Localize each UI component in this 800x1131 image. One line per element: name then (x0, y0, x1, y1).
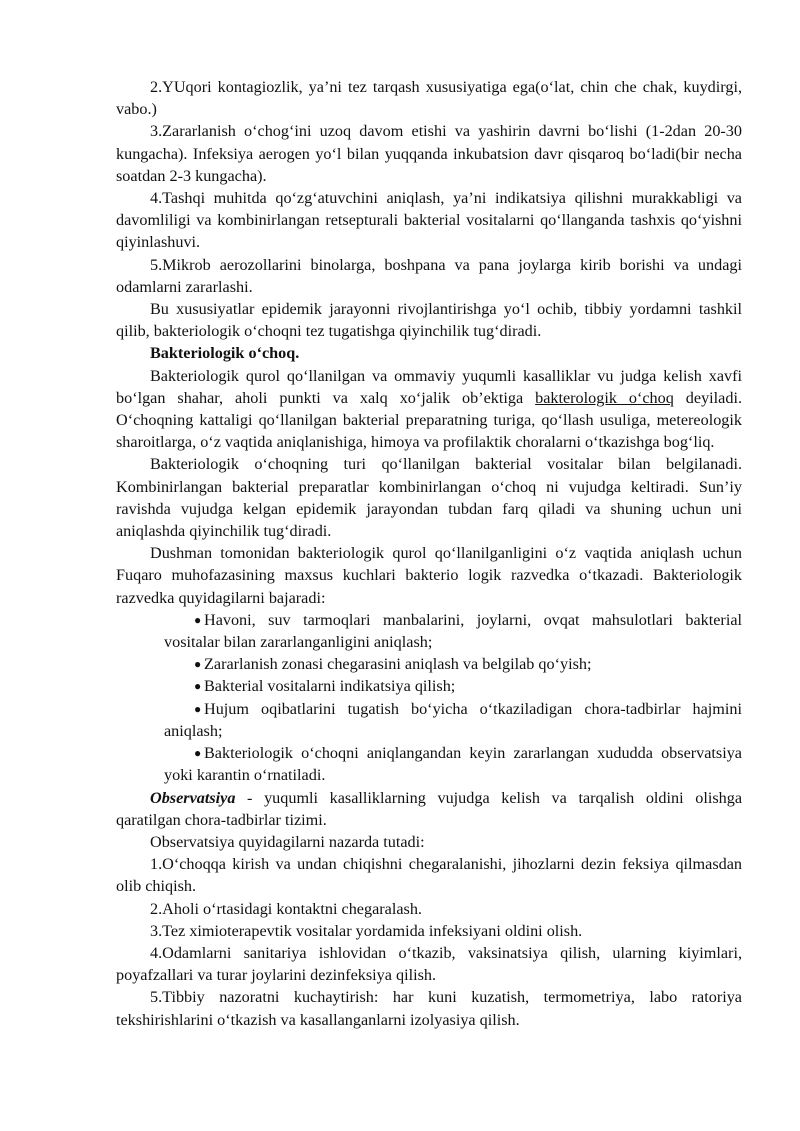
bullet-icon: ● (194, 701, 202, 716)
list-item-text: Zararlanish zonasi chegarasini aniqlash va belgilab qo‘yish; (204, 655, 592, 674)
list-item (164, 675, 742, 697)
paragraph: 5.Tibbiy nazoratni kuchaytirish: har kuni kuzatish, termometriya, labo ratoriya tekshirishlarini o‘tkazish va kasallanganlarni izolyasiya qilish. (116, 988, 742, 1029)
list-item-text: Havoni, suv tarmoqlari manbalarini, joylarni, ovqat mahsulotlari bakterial vositalar bilan zararlanganligini aniqlash; (164, 610, 742, 652)
paragraph: 3.Zararlanish o‘chog‘ini uzoq davom etishi va yashirin davrni bo‘lishi (1-2dan 20-30 kungacha). Infeksiya aerogen yo‘l bilan yuqqanda inkubatsion davr qisqaroq bo‘ladi(bir necha soatdan 2-3 kungacha). (116, 122, 742, 185)
paragraph-text: - yuqumli kasalliklarning vujudga kelish va tarqalish oldini olishga qaratilgan chora-tadbirlar tizimi. (116, 788, 742, 829)
defined-term: Observatsiya (150, 788, 236, 807)
bullet-icon: ● (194, 679, 202, 694)
list-item-text: Bakteriologik o‘choqni aniqlangandan keyin zararlangan xududda observatsiya yoki karantin o‘rnatiladi. (164, 744, 742, 785)
paragraph (116, 365, 742, 454)
bullet-icon: ● (194, 612, 202, 627)
document-page (116, 76, 742, 1031)
list-item-text: Hujum oqibatlarini tugatish bo‘yicha o‘tkaziladigan chora-tadbirlar hajmini aniqlash; (164, 699, 742, 740)
paragraph: 1.O‘choqqa kirish va undan chiqishni chegaralanishi, jihozlarni dezin feksiya qilmasdan olib chiqish. (116, 855, 742, 896)
paragraph: 2.Aholi o‘rtasidagi kontaktni chegaralash. (150, 899, 422, 918)
paragraph: Dushman tomonidan bakteriologik qurol qo‘llanilganligini o‘z vaqtida aniqlash uchun Fuqaro muhofazasining maxsus kuchlari bakterio logik razvedka o‘tkazadi. Bakteriologik razvedka quyidagilarni bajaradi: (116, 544, 742, 607)
bullet-icon: ● (194, 746, 202, 761)
paragraph: 4.Odamlarni sanitariya ishlovidan o‘tkazib, vaksinatsiya qilish, ularning kiyimlari, poyafzallari va turar joylarini dezinfeksiya qilish. (116, 943, 742, 985)
paragraph: 5.Mikrob aerozollarini binolarga, boshpana va pana joylarga kirib borishi va undagi odamlarni zararlashi. (116, 255, 742, 296)
paragraph: 2.YUqori kontagiozlik, ya’ni tez tarqash xususiyatiga ega(o‘lat, chin che chak, kuydirgi, vabo.) (116, 78, 742, 119)
list-item (164, 653, 742, 675)
paragraph: Bu xususiyatlar epidemik jarayonni rivojlantirishga yo‘l ochib, tibbiy yordamni tashkil qilib, bakteriologik o‘choqni tez tugatishga qiyinchilik tug‘diradi. (116, 300, 742, 341)
paragraph: 3.Tez ximioterapevtik vositalar yordamida infeksiyani oldini olish. (150, 921, 583, 940)
bullet-icon: ● (194, 657, 202, 672)
list-item (164, 742, 742, 786)
underlined-term: bakterologik o‘choq (535, 388, 674, 407)
paragraph: 4.Tashqi muhitda qo‘zg‘atuvchini aniqlash, ya’ni indikatsiya qilishni murakkabligi va davomliligi va kombinirlangan retsepturali bakterial vositalarni qo‘llanganda tashxis qo‘yishni qiyinlashuvi. (116, 189, 742, 252)
paragraph: Observatsiya quyidagilarni nazarda tutadi: (150, 832, 425, 851)
list-item (164, 609, 742, 653)
paragraph-text: Bakteriologik qurol qo‘llanilgan va ommaviy yuqumli kasalliklar vu judga kelish xavfi bo‘lgan shahar, aholi punkti va xalq xo‘jalik ob’ektiga (116, 366, 742, 407)
paragraph-text: deyiladi. O‘choqning kattaligi qo‘llanilgan bakterial preparatning turiga, qo‘llash usuliga, metereologik sharoitlarga, o‘z vaqtida aniqlanishiga, himoya va profilaktik choralarni o‘tkazishga bog‘liq. (116, 388, 742, 452)
section-heading: Bakteriologik o‘choq. (150, 344, 300, 363)
paragraph (116, 787, 742, 831)
list-item (164, 698, 742, 742)
list-item-text: Bakterial vositalarni indikatsiya qilish; (204, 677, 456, 696)
paragraph: Bakteriologik o‘choqning turi qo‘llanilgan bakterial vositalar bilan belgilanadi. Kombinirlangan bakterial preparatlar kombinirlangan o‘choq ni vujudga keltiradi. Sun’iy ravishda vujudga kelgan epidemik jarayondan tubdan farq qiladi va shuning uchun uni aniqlashda qiyinchilik tug‘diradi. (116, 455, 742, 541)
